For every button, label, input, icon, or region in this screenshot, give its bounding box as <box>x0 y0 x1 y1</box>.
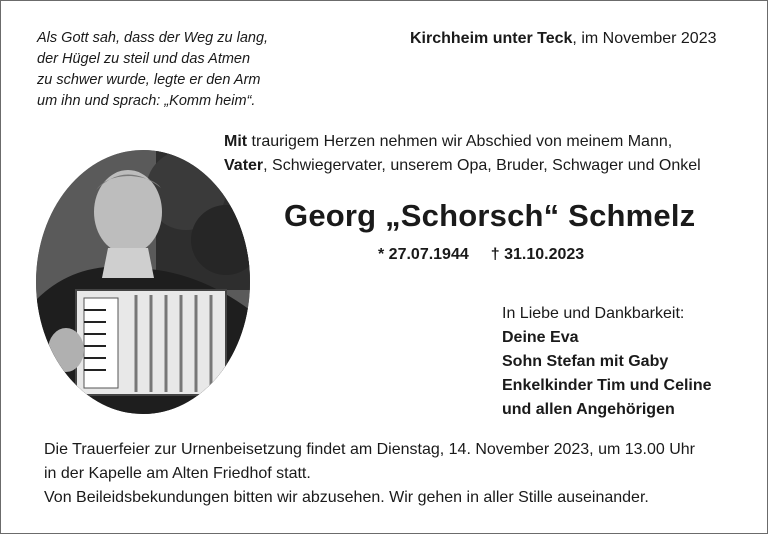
funeral-info-line: Die Trauerfeier zur Urnenbeisetzung findet am Dienstag, 14. November 2023, um 13.00 Uhr <box>44 441 696 458</box>
poem-line: der Hügel zu steil und das Atmen <box>37 51 251 67</box>
funeral-info <box>44 438 695 510</box>
poem-line: um ihn und sprach: „Komm heim“. <box>37 93 256 109</box>
birth-date: * 27.07.1944 <box>378 246 469 263</box>
place-date: , im November 2023 <box>572 30 717 47</box>
intro-line1-bold: Mit <box>224 133 248 150</box>
deceased-name: Georg „Schorsch“ Schmelz <box>284 198 696 233</box>
intro-text <box>224 130 701 178</box>
portrait-illustration <box>36 150 250 414</box>
intro-line2-rest: , Schwiegervater, unserem Opa, Bruder, Schwager und Onkel <box>263 157 701 174</box>
intro-line1-rest: traurigem Herzen nehmen wir Abschied von meinem Mann, <box>247 133 673 150</box>
mourner-name: Sohn Stefan mit Gaby <box>502 353 669 370</box>
death-date: † 31.10.2023 <box>490 246 585 263</box>
funeral-info-line: Von Beileidsbekundungen bitten wir abzusehen. Wir gehen in aller Stille auseinander. <box>44 489 649 506</box>
mourners <box>502 302 712 422</box>
mourner-name: Enkelkinder Tim und Celine <box>502 377 712 394</box>
place-city: Kirchheim unter Teck <box>410 30 573 47</box>
poem-line: zu schwer wurde, legte er den Arm <box>37 72 261 88</box>
mourner-name: und allen Angehörigen <box>502 401 675 418</box>
portrait-photo <box>36 150 250 414</box>
mourners-heading: In Liebe und Dankbarkeit: <box>502 305 685 322</box>
poem-line: Als Gott sah, dass der Weg zu lang, <box>37 30 269 46</box>
place-and-date <box>410 30 716 48</box>
mourner-name: Deine Eva <box>502 329 579 346</box>
poem <box>37 28 297 112</box>
intro-line2-bold: Vater <box>224 157 264 174</box>
funeral-info-line: in der Kapelle am Alten Friedhof statt. <box>44 465 311 482</box>
life-dates <box>378 246 606 264</box>
